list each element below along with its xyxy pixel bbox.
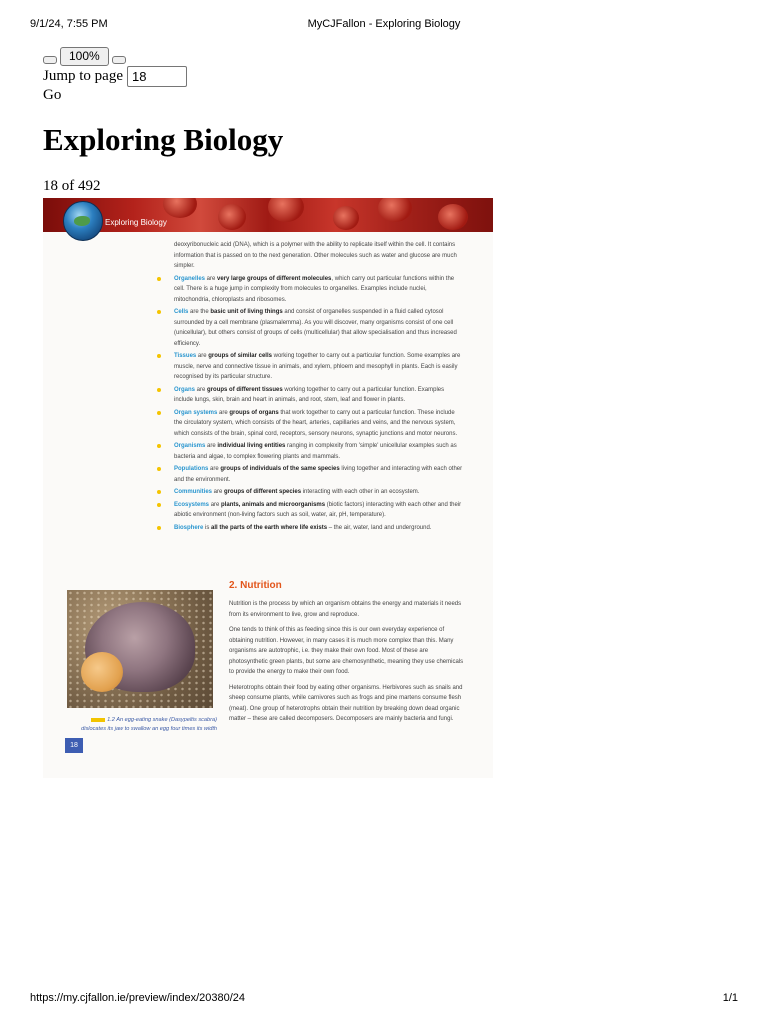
nutrition-paragraph: One tends to think of this as feeding since this is our own everyday experience of obtaining nutrition. However, in many cases it is much more complex than this. Many organisms are autotrophic, i.e. they make their own food. Most of these are photosynthetic green plants, but some are chemosynthetic, meaning they use chemicals to provide the energy to make their own food. [229, 627, 464, 675]
blood-cell [333, 206, 359, 230]
print-footer [30, 992, 738, 1008]
print-header [30, 18, 738, 34]
egg-shape [81, 652, 123, 692]
bullet-organelles: Organelles are very large groups of different molecules, which carry out particular functions within the cell. There is a huge jump in complexity from molecules to organelles. Examples include nuclei, mitochondria, chloroplasts and ribosomes. [174, 274, 464, 306]
bullet-biosphere: Biosphere is all the parts of the earth where life exists – the air, water, land and underground. [174, 523, 464, 534]
blood-cell [268, 198, 304, 222]
bullet-ecosystems: Ecosystems are plants, animals and microorganisms (biotic factors) interacting with each other and their abiotic environment (non-living factors such as soil, water, air, pH, temperature). [174, 500, 464, 521]
intro-paragraph: deoxyribonucleic acid (DNA), which is a polymer with the ability to replicate itself within the cell. It contains information that is passed on to the next generation. Other molecules such as water and glucose are much simpler. [174, 242, 457, 269]
globe-icon [63, 201, 103, 241]
bullet-cells: Cells are the basic unit of living things and consist of organelles suspended in a fluid called cytosol surrounded by a cell membrane (plasmalemma). As you will discover, many organisms consist of one cell (unicellular), but others consist of groups of cells (multicellular) that allow specialisation and thus increased efficiency. [174, 307, 464, 349]
print-title: MyCJFallon - Exploring Biology [307, 18, 461, 30]
nutrition-text [229, 599, 464, 730]
bullet-populations: Populations are groups of individuals of the same species living together and interacting with each other and the environment. [174, 464, 464, 485]
bullet-organisms: Organisms are individual living entities ranging in complexity from 'simple' unicellular examples such as bacteria and algae, to complex flowering plants and mammals. [174, 441, 464, 462]
photo-caption: 1.2 An egg-eating snake (Dasypeltis scabra) dislocates its jaw to swallow an egg four times its width [81, 717, 217, 732]
section-heading-nutrition: 2. Nutrition [229, 580, 282, 591]
bullet-organs: Organs are groups of different tissues working together to carry out a particular function. Examples include lungs, skin, brain and heart in animals, and root, stem, leaf and flower in plants. [174, 385, 464, 406]
bullet-communities: Communities are groups of different species interacting with each other in an ecosystem. [174, 487, 464, 498]
nutrition-paragraph: Heterotrophs obtain their food by eating other organisms. Herbivores such as snails and sheep consume plants, while carnivores such as frogs and pine martens consume flesh (meat). One group of heterotrophs obtain their nutrition by breaking down dead organic matter – these are called decomposers. Decomposers are mainly bacteria and fungi. [229, 684, 463, 722]
bullet-organ-systems: Organ systems are groups of organs that work together to carry out a particular function. These include the circulatory system, which consists of the heart, arteries, capillaries and veins, and the nervous system, which consists of the brain, spinal cord, receptors, sensory neurons, synaptic junctions and motor neurons. [174, 408, 464, 440]
zoom-in-button[interactable] [112, 56, 126, 64]
egg-eating-snake-photo [67, 590, 213, 708]
body-text [174, 240, 464, 535]
page-count: 18 of 492 [43, 178, 101, 194]
banner-label: Exploring Biology [105, 218, 167, 227]
page-number-input[interactable]: 18 [127, 66, 187, 87]
page-number-badge: 18 [65, 738, 83, 753]
jump-label: Jump to page [43, 68, 123, 84]
zoom-row [43, 46, 187, 66]
blood-cell [163, 198, 197, 218]
bullet-tissues: Tissues are groups of similar cells working together to carry out a particular function. Some examples are muscle, nerve and connective tissue in animals, and xylem, phloem and mesophyll in plants. Each is easily recognised by its particular structure. [174, 351, 464, 383]
print-url: https://my.cjfallon.ie/preview/index/20380/24 [30, 992, 246, 1004]
nutrition-paragraph: Nutrition is the process by which an organism obtains the energy and materials it needs from its environment to live, grow and reproduce. [229, 601, 462, 618]
print-page-count: 1/1 [722, 992, 738, 1004]
blood-cell [438, 204, 468, 230]
zoom-out-button[interactable] [43, 56, 57, 64]
jump-row [43, 66, 187, 86]
print-date: 9/1/24, 7:55 PM [30, 18, 108, 30]
zoom-level-button[interactable]: 100% [60, 47, 109, 66]
go-button[interactable]: Go [43, 87, 62, 103]
blood-cell [378, 198, 412, 222]
blood-cell [218, 204, 246, 230]
page-banner [43, 198, 493, 232]
caption-marker [91, 718, 105, 722]
viewer-controls [43, 46, 187, 106]
document-title: Exploring Biology [43, 122, 284, 157]
book-page [43, 198, 493, 778]
